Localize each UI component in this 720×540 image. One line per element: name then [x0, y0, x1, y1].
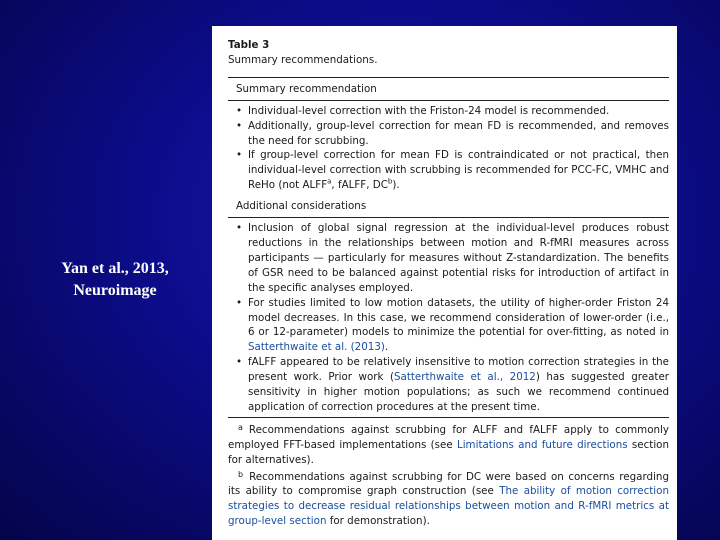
item-text: , fALFF, DC: [331, 179, 388, 192]
footnote-text: section for alternatives).: [228, 438, 670, 466]
item-text: .: [384, 341, 389, 354]
table-image: [212, 26, 677, 540]
footnote-text: Recommendations against scrubbing for ALFF and fALFF apply to commonly employed FFT-based implementations (see: [228, 423, 669, 451]
section-link[interactable]: Limitations and future directions: [456, 438, 628, 451]
list-item: [228, 119, 669, 149]
section-heading-summary: Summary recommendation: [236, 82, 377, 95]
footnotes: [228, 418, 669, 529]
item-text: fALFF appeared to be relatively insensitive to motion correction strategies in the present work. Prior work (: [248, 356, 669, 384]
list-item: [228, 104, 669, 119]
considerations-list: [228, 218, 669, 417]
reference-link[interactable]: Satterthwaite et al. (2013): [248, 341, 385, 354]
citation-line-1: Yan et al., 2013,: [61, 260, 169, 277]
item-text: Inclusion of global signal regression at the individual-level produces robust reductions in the relationships between motion and R-fMRI measures across participants — particularly for measures without Z-standardization. The benefits of GSR need to be balanced against potential risks for introduction of artifact in the specific analyses employed.: [248, 222, 669, 294]
summary-list: [228, 101, 669, 195]
footnote-mark: b: [238, 469, 244, 479]
list-item: [228, 148, 669, 193]
bullet-icon: •: [236, 296, 243, 309]
item-text: Individual-level correction with the Friston-24 model is recommended.: [248, 104, 610, 117]
table-label: Table 3: [228, 39, 270, 51]
item-text: For studies limited to low motion datasets, the utility of higher-order Friston 24 model decreases. In this case, we recommend consideration of lower-order (i.e., 6 or 12-parameter) models to minimize the potential for over-fitting, as noted in: [248, 296, 669, 339]
item-text: Additionally, group-level correction for mean FD is recommended, and removes the need for scrubbing.: [248, 119, 669, 147]
footnote-ref: b: [387, 177, 393, 186]
footnote-mark: a: [238, 422, 243, 432]
item-text: ).: [392, 179, 400, 192]
citation: [40, 258, 190, 302]
footnote: [228, 421, 669, 468]
footnote-text: Recommendations against scrubbing for DC were based on concerns regarding its ability to compromise graph construction (see: [228, 470, 669, 498]
bullet-icon: •: [236, 356, 243, 369]
section-heading-additional: Additional considerations: [236, 200, 367, 213]
table-caption: Summary recommendations.: [228, 53, 378, 66]
bullet-icon: •: [236, 119, 243, 132]
footnote: [228, 468, 669, 530]
item-text: ) has suggested greater sensitivity in higher motion populations; as such we recommend continued application of correction procedures at the present time.: [248, 371, 670, 413]
list-item: [228, 296, 669, 356]
bullet-icon: •: [236, 104, 243, 117]
footnote-ref: a: [327, 177, 332, 186]
section-link[interactable]: The ability of motion correction strategies to decrease residual relationships between motion and R-fMRI metrics at group-level section: [228, 485, 669, 528]
bullet-icon: •: [236, 222, 243, 235]
item-text: If group-level correction for mean FD is contraindicated or not practical, then individual-level correction with scrubbing is recommended for PCC-FC, VMHC and ReHo (not ALFF: [248, 149, 669, 192]
footnote-text: for demonstration).: [326, 515, 430, 528]
citation-line-2: Neuroimage: [73, 282, 157, 299]
reference-link[interactable]: Satterthwaite et al., 2012: [394, 371, 536, 384]
list-item: [228, 221, 669, 296]
bullet-icon: •: [236, 149, 243, 162]
list-item: [228, 355, 669, 415]
